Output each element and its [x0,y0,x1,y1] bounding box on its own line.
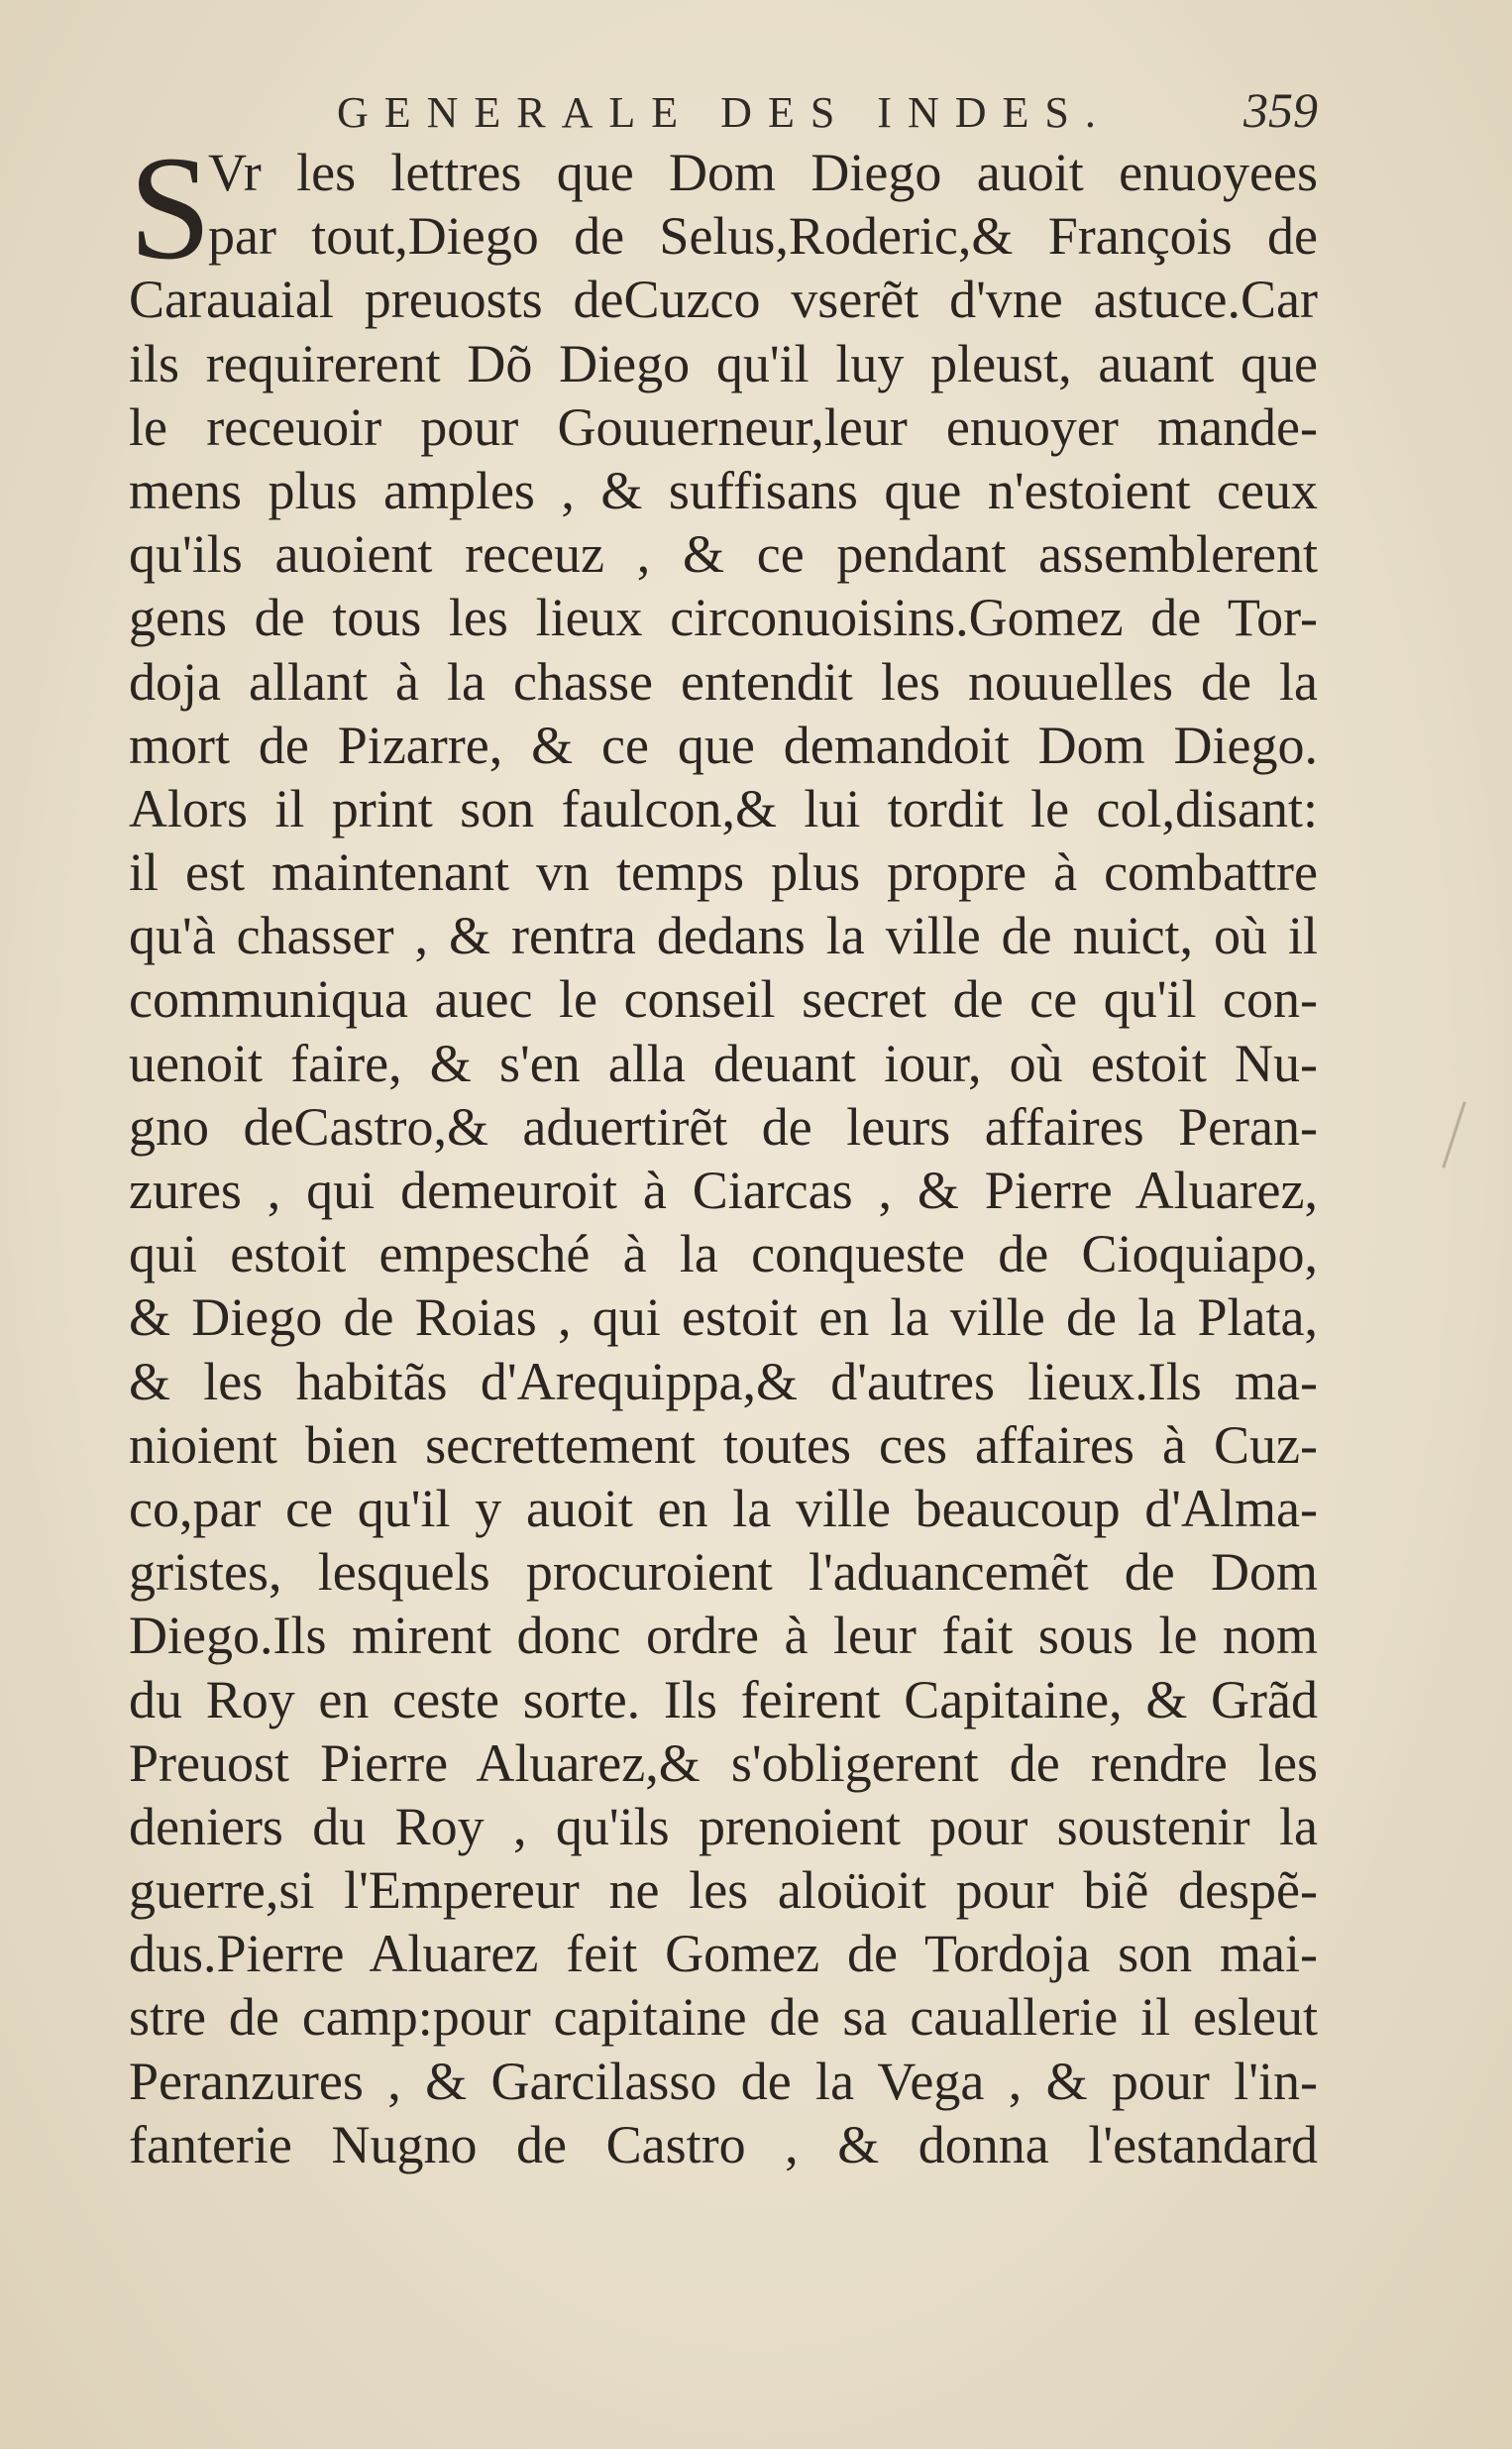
text-line: fanterie Nugno de Castro , & donna l'estandard [129,2114,1318,2174]
text-line: gristes, lesquels procuroient l'aduancemẽt de Dom [129,1542,1318,1603]
text-line: co,par ce qu'il y auoit en la ville beaucoup d'Alma- [129,1478,1318,1538]
text-line: du Roy en ceste sorte. Ils feirent Capitaine, & Grãd [129,1669,1318,1729]
text-line: guerre,si l'Empereur ne les aloüoit pour biẽ despẽ- [129,1860,1318,1921]
text-line: qu'ils auoient receuz , & ce pendant assemblerent [129,524,1318,585]
text-line: communiqua auec le conseil secret de ce qu'il con- [129,969,1318,1030]
body-text [129,126,1318,2176]
text-line: Peranzures , & Garcilasso de la Vega , & pour l'in- [129,2051,1318,2111]
text-line: gno deCastro,& aduertirẽt de leurs affaires Peran- [129,1096,1318,1157]
text-line: nioient bien secrettement toutes ces affaires à Cuz- [129,1414,1318,1475]
text-lines [129,126,1318,2176]
text-line: par tout,Diego de Selus,Roderic,& François de [208,206,1318,267]
text-line: Alors il print son faulcon,& lui tordit le col,disant: [129,778,1318,838]
text-line: mort de Pizarre, & ce que demandoit Dom Diego. [129,715,1318,775]
text-line: ils requirerent Dõ Diego qu'il luy pleust, auant que [129,333,1318,393]
text-line: & les habitãs d'Arequippa,& d'autres lieux.Ils ma- [129,1351,1318,1411]
drop-cap: S [129,126,212,290]
margin-mark [1442,1101,1465,1169]
text-line: qui estoit empesché à la conqueste de Cioquiapo, [129,1224,1318,1284]
text-line: qu'à chasser , & rentra dedans la ville de nuict, où il [129,906,1318,966]
page-header [129,81,1318,141]
text-line: deniers du Roy , qu'ils prenoient pour soustenir la [129,1796,1318,1856]
text-line: uenoit faire, & s'en alla deuant iour, où estoit Nu- [129,1033,1318,1093]
text-line: gens de tous les lieux circonuoisins.Gomez de Tor- [129,588,1318,648]
text-line: Diego.Ils mirent donc ordre à leur fait sous le nom [129,1606,1318,1666]
text-line: stre de camp:pour capitaine de sa cauallerie il esleut [129,1987,1318,2048]
text-line: Preuost Pierre Aluarez,& s'obligerent de rendre les [129,1732,1318,1793]
text-line: dus.Pierre Aluarez feit Gomez de Tordoja son mai- [129,1924,1318,1984]
text-line: Vr les lettres que Dom Diego auoit enuoyees [208,143,1318,202]
text-line: le receuoir pour Gouuerneur,leur enuoyer mande- [129,396,1318,457]
text-line: mens plus amples , & suffisans que n'estoient ceux [129,460,1318,520]
text-line: doja allant à la chasse entendit les nouuelles de la [129,651,1318,712]
text-line: Carauaial preuosts deCuzco vserẽt d'vne astuce.Car [129,270,1318,330]
text-line: & Diego de Roias , qui estoit en la ville de la Plata, [129,1287,1318,1348]
text-line: il est maintenant vn temps plus propre à combattre [129,842,1318,903]
page-number: 359 [1243,82,1318,138]
running-head: GENERALE DES INDES. [337,88,1112,137]
text-line: zures , qui demeuroit à Ciarcas , & Pierre Aluarez, [129,1161,1318,1220]
